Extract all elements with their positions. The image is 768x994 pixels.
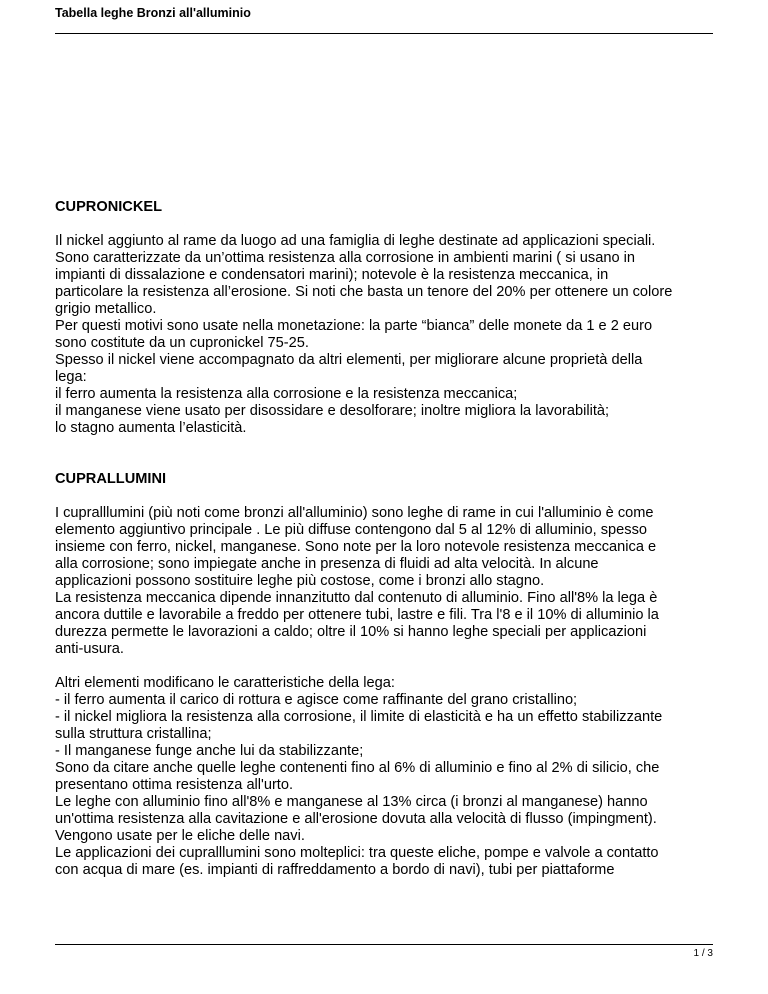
- text-line: Sono caratterizzate da un’ottima resistenza alla corrosione in ambienti marini ( si usano in: [55, 250, 635, 266]
- paragraph-cupralllumini-elements: [55, 675, 715, 879]
- footer-divider: [55, 944, 713, 945]
- text-line: Il nickel aggiunto al rame da luogo ad una famiglia di leghe destinate ad applicazioni speciali.: [55, 233, 656, 249]
- page-header-title: Tabella leghe Bronzi all'alluminio: [55, 6, 251, 20]
- text-line: Per questi motivi sono usate nella monetazione: la parte “bianca” delle monete da 1 e 2 euro: [55, 318, 653, 334]
- text-line: sono costitute da un cupronickel 75-25.: [55, 335, 309, 351]
- text-line: insieme con ferro, nickel, manganese. Sono note per la loro notevole resistenza meccanica e: [55, 539, 657, 555]
- text-line: Sono da citare anche quelle leghe contenenti fino al 6% di alluminio e fino al 2% di silicio, che: [55, 760, 660, 776]
- paragraph-cupronickel: [55, 233, 715, 437]
- text-line: ancora duttile e lavorabile a freddo per ottenere tubi, lastre e fili. Tra l'8 e il 10% di alluminio la: [55, 607, 659, 623]
- page-number: 1 / 3: [693, 948, 713, 959]
- text-line: presentano ottima resistenza all'urto.: [55, 777, 294, 793]
- text-line: anti-usura.: [55, 641, 124, 657]
- document-body: [55, 199, 715, 879]
- text-line: il ferro aumenta la resistenza alla corrosione e la resistenza meccanica;: [55, 386, 518, 402]
- header-divider: [55, 33, 713, 34]
- section-heading-cupronickel: CUPRONICKEL: [55, 199, 163, 215]
- text-line: - Il manganese funge anche lui da stabilizzante;: [55, 743, 364, 759]
- text-line: Altri elementi modificano le caratteristiche della lega:: [55, 675, 395, 691]
- text-line: Le leghe con alluminio fino all'8% e manganese al 13% circa (i bronzi al manganese) hanno: [55, 794, 648, 810]
- text-line: alla corrosione; sono impiegate anche in presenza di fluidi ad alta velocità. In alcune: [55, 556, 599, 572]
- text-line: - il nickel migliora la resistenza alla corrosione, il limite di elasticità e ha un effetto stabilizzante: [55, 709, 663, 725]
- text-line: impianti di dissalazione e condensatori marini); notevole è la resistenza meccanica, in: [55, 267, 609, 283]
- text-line: Spesso il nickel viene accompagnato da altri elementi, per migliorare alcune proprietà della: [55, 352, 643, 368]
- text-line: il manganese viene usato per disossidare e desolforare; inoltre migliora la lavorabilità;: [55, 403, 610, 419]
- text-line: lo stagno aumenta l’elasticità.: [55, 420, 247, 436]
- text-line: con acqua di mare (es. impianti di raffreddamento a bordo di navi), tubi per piattaforme: [55, 862, 615, 878]
- section-heading-cupralllumini: CUPRALLUMINI: [55, 471, 167, 487]
- text-line: Vengono usate per le eliche delle navi.: [55, 828, 305, 844]
- text-line: grigio metallico.: [55, 301, 157, 317]
- text-line: sulla struttura cristallina;: [55, 726, 212, 742]
- text-line: - il ferro aumenta il carico di rottura e agisce come raffinante del grano cristallino;: [55, 692, 578, 708]
- text-line: La resistenza meccanica dipende innanzitutto dal contenuto di alluminio. Fino all'8% la lega è: [55, 590, 658, 606]
- text-line: particolare la resistenza all’erosione. Si noti che basta un tenore del 20% per ottenere un colore: [55, 284, 673, 300]
- text-line: lega:: [55, 369, 87, 385]
- text-line: applicazioni possono sostituire leghe più costose, come i bronzi allo stagno.: [55, 573, 545, 589]
- text-line: un'ottima resistenza alla cavitazione e all'erosione dovuta alla velocità di flusso (impingment).: [55, 811, 657, 827]
- text-line: I cupralllumini (più noti come bronzi all'alluminio) sono leghe di rame in cui l'alluminio è come: [55, 505, 654, 521]
- text-line: Le applicazioni dei cupralllumini sono molteplici: tra queste eliche, pompe e valvole a contatto: [55, 845, 659, 861]
- text-line: durezza permette le lavorazioni a caldo; oltre il 10% si hanno leghe speciali per applicazioni: [55, 624, 647, 640]
- text-line: elemento aggiuntivo principale . Le più diffuse contengono dal 5 al 12% di alluminio, spesso: [55, 522, 647, 538]
- paragraph-cupralllumini-intro: [55, 505, 715, 658]
